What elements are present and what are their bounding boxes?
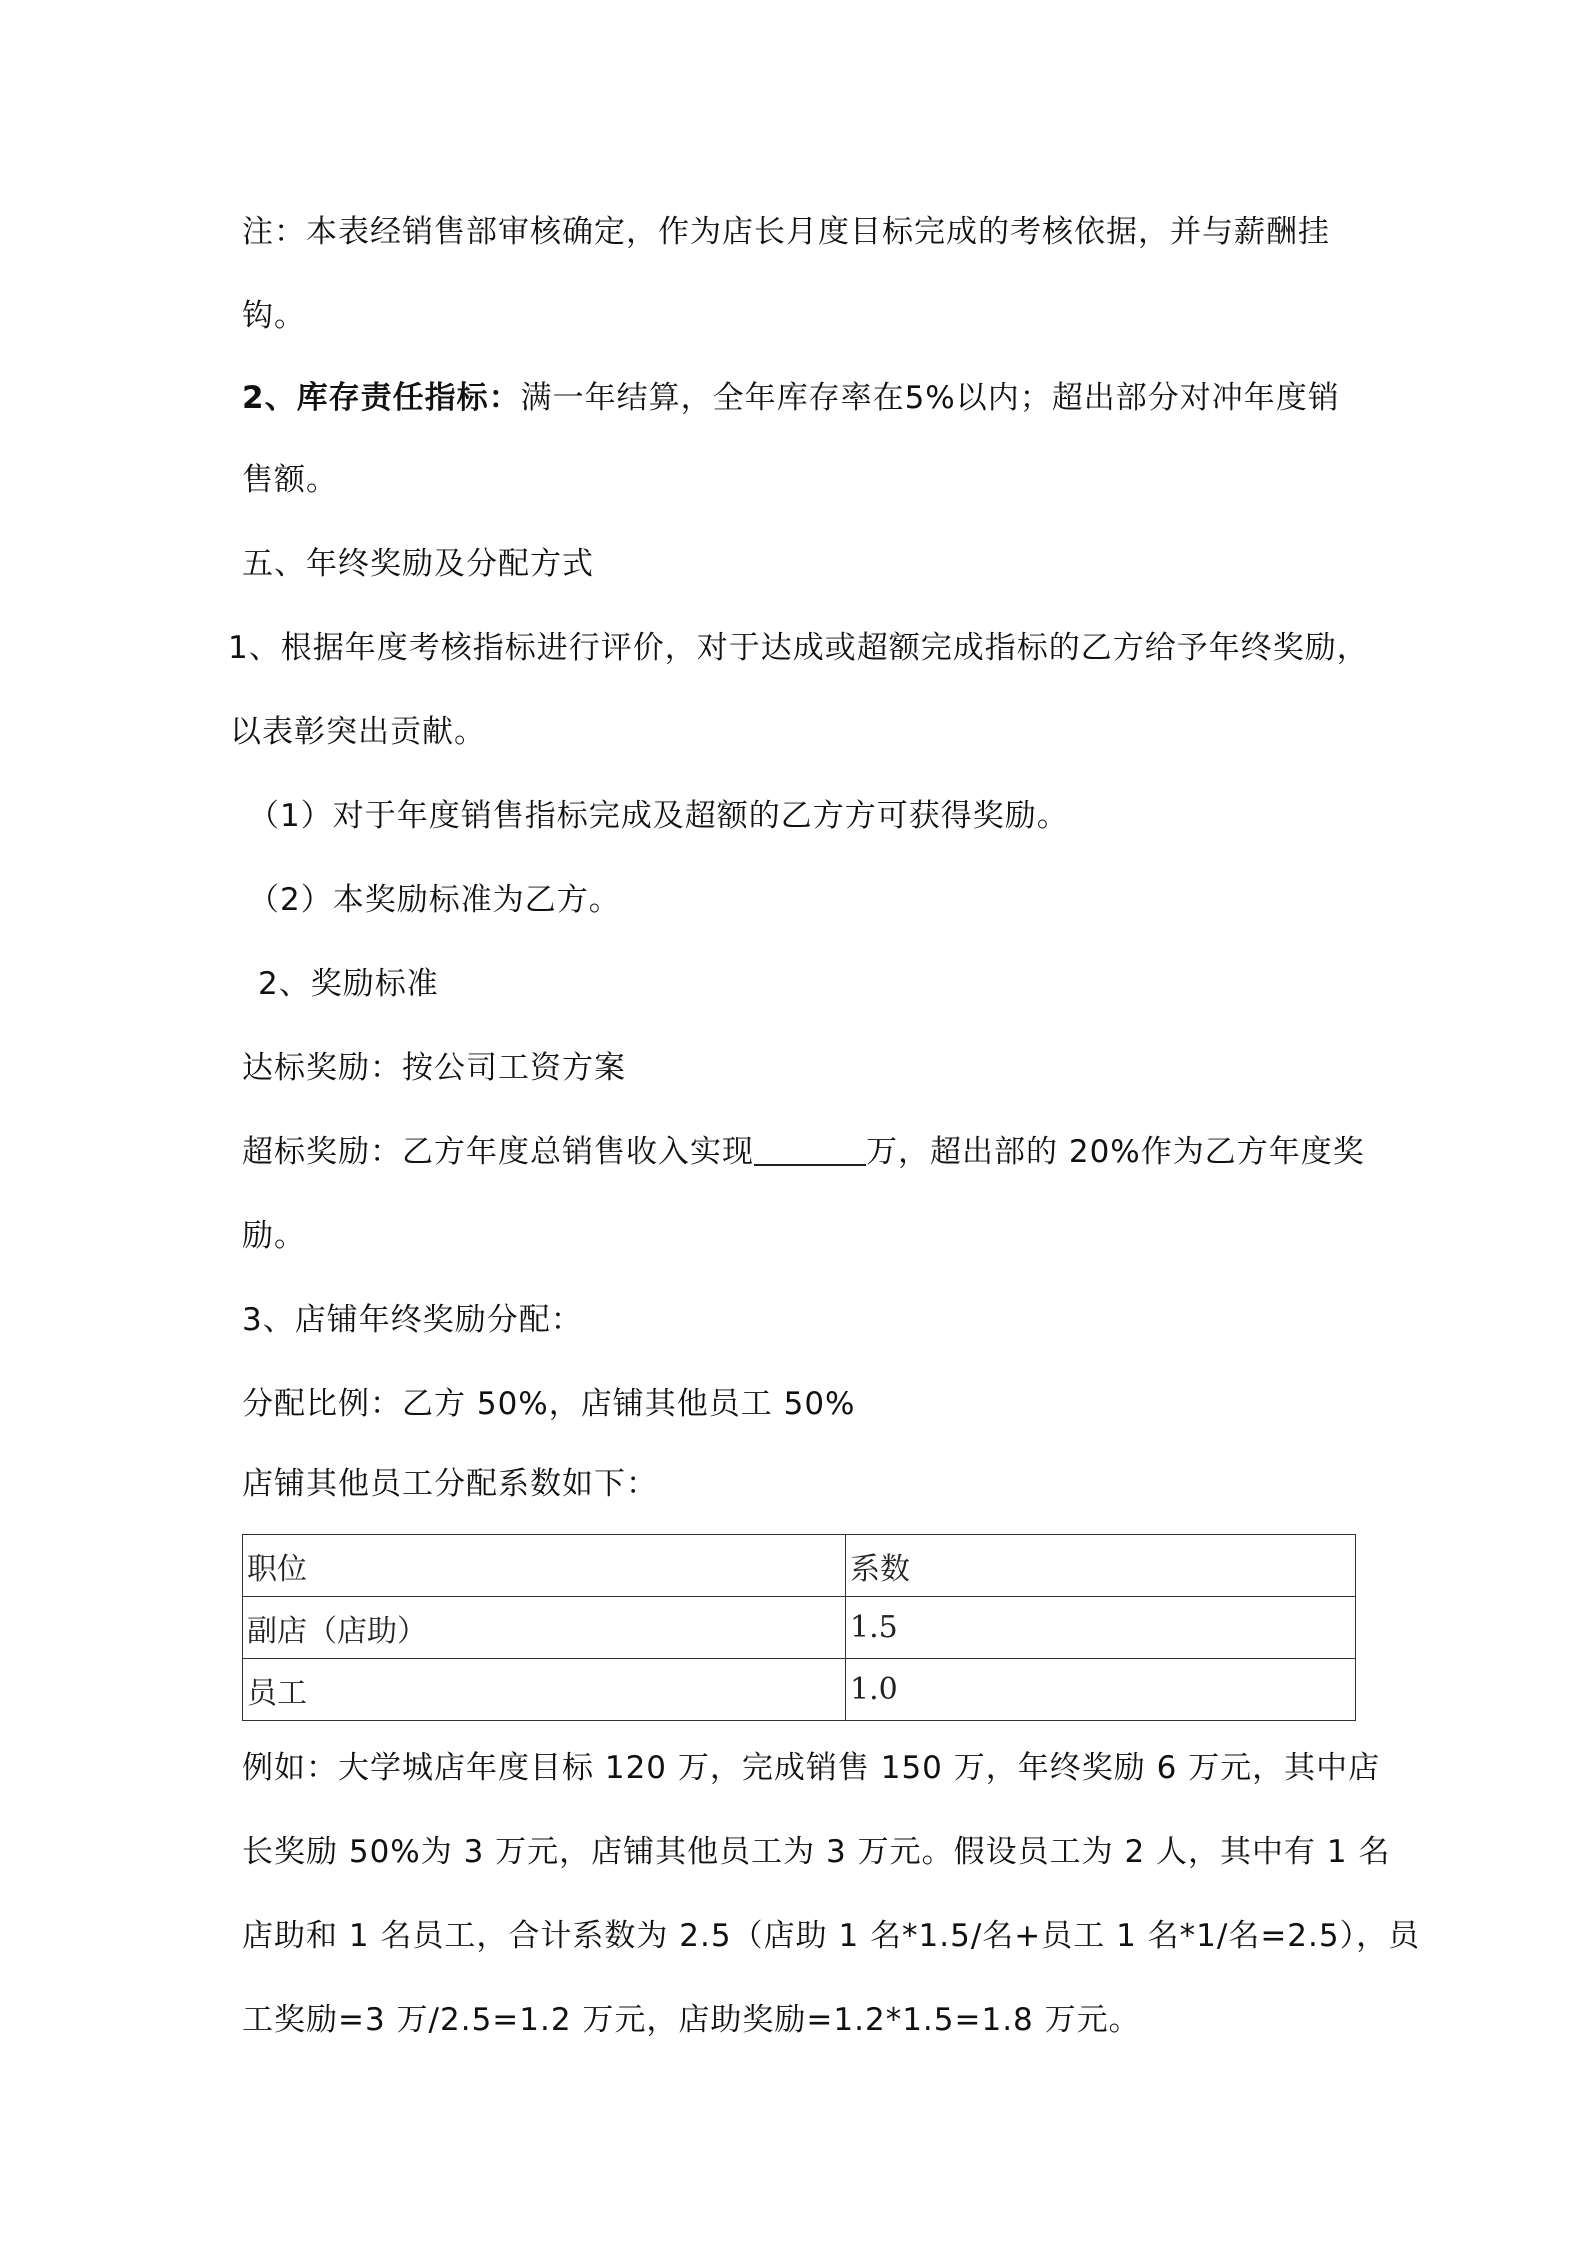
inventory-text: 满一年结算，全年库存率在5%以内；超出部分对冲年度销 xyxy=(520,380,1340,416)
inventory-indicator-line-2: 售额。 xyxy=(242,462,338,498)
example-line-3: 店助和 1 名员工，合计系数为 2.5（店助 1 名*1.5/名+员工 1 名*1/名=2.5），员 xyxy=(242,1918,1421,1954)
table-row xyxy=(243,1597,1356,1659)
inventory-indicator-line-1 xyxy=(242,376,1340,420)
reward-item-2: （2）本奖励标准为乙方。 xyxy=(248,882,621,918)
example-line-4: 工奖励=3 万/2.5=1.2 万元，店助奖励=1.2*1.5=1.8 万元。 xyxy=(242,2002,1141,2038)
reward-standard-title: 2、奖励标准 xyxy=(258,966,439,1002)
over-target-text-1: 超标奖励：乙方年度总销售收入实现 xyxy=(242,1134,754,1170)
note-line-1: 注：本表经销售部审核确定，作为店长月度目标完成的考核依据，并与薪酬挂 xyxy=(242,214,1330,250)
evaluation-paragraph-line-2: 以表彰突出贡献。 xyxy=(230,714,486,750)
example-line-2: 长奖励 50%为 3 万元，店铺其他员工为 3 万元。假设员工为 2 人，其中有 1 名 xyxy=(242,1834,1391,1870)
table-row xyxy=(243,1659,1356,1721)
over-target-text-2: 万，超出部的 20%作为乙方年度奖 xyxy=(866,1134,1365,1170)
section-five-title: 五、年终奖励及分配方式 xyxy=(242,546,594,582)
evaluation-paragraph-line-1: 1、根据年度考核指标进行评价，对于达成或超额完成指标的乙方给予年终奖励， xyxy=(228,630,1369,666)
distribution-ratio: 分配比例：乙方 50%，店铺其他员工 50% xyxy=(242,1386,856,1422)
cell-coefficient: 1.0 xyxy=(846,1659,1356,1721)
note-line-2: 钩。 xyxy=(242,298,306,334)
reward-item-1: （1）对于年度销售指标完成及超额的乙方方可获得奖励。 xyxy=(248,798,1069,834)
cell-position: 副店（店助） xyxy=(243,1597,846,1659)
cell-position: 员工 xyxy=(243,1659,846,1721)
standard-reward: 达标奖励：按公司工资方案 xyxy=(242,1050,626,1086)
inventory-heading: 2、库存责任指标： xyxy=(242,380,521,416)
coefficient-table xyxy=(242,1534,1356,1721)
over-target-reward-line-2: 励。 xyxy=(242,1218,306,1254)
amount-blank xyxy=(754,1134,866,1166)
header-coefficient: 系数 xyxy=(846,1535,1356,1597)
table-header-row xyxy=(243,1535,1356,1597)
distribution-title: 3、店铺年终奖励分配： xyxy=(242,1302,583,1338)
example-line-1: 例如：大学城店年度目标 120 万，完成销售 150 万，年终奖励 6 万元，其中店 xyxy=(242,1750,1381,1786)
header-position: 职位 xyxy=(243,1535,846,1597)
over-target-reward-line-1 xyxy=(242,1130,1365,1174)
coefficient-intro: 店铺其他员工分配系数如下： xyxy=(242,1466,658,1502)
cell-coefficient: 1.5 xyxy=(846,1597,1356,1659)
